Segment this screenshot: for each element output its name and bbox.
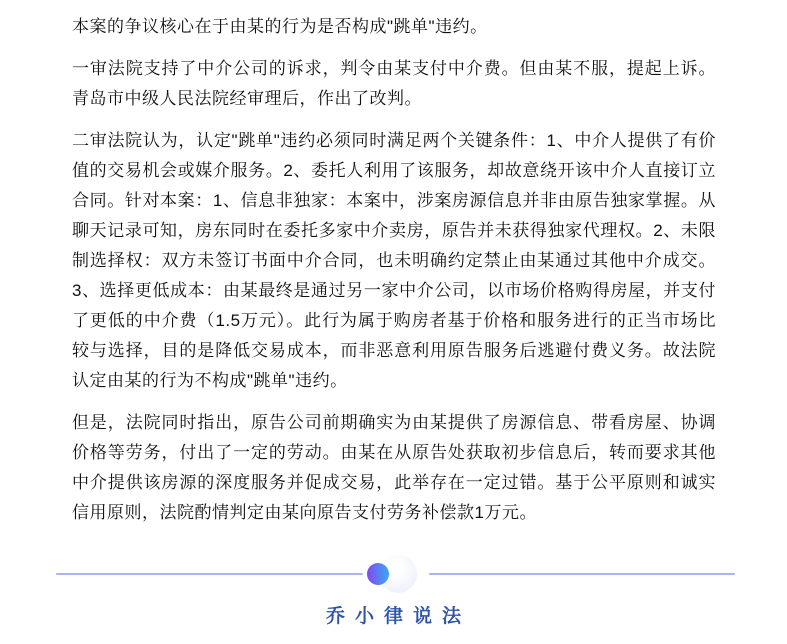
divider-line-left (56, 573, 363, 575)
section-divider (0, 552, 787, 596)
divider-gradient-dot (367, 563, 389, 585)
divider-dot-cluster (363, 552, 429, 596)
section-title: 乔小律说法 (325, 606, 471, 627)
paragraph: 二审法院认为，认定"跳单"违约必须同时满足两个关键条件：1、中介人提供了有价值的交易机会或媒介服务。2、委托人利用了该服务，却故意绕开该中介人直接订立合同。针对本案：1、信息非独家：本案中，涉案房源信息并非由原告独家掌握。从聊天记录可知，房东同时在委托多家中介卖房，原告并未获得独家代理权。2、未限制选择权：双方未签订书面中介合同，也未明确约定禁止由某通过其他中介成交。3、选择更低成本：由某最终是通过另一家中介公司，以市场价格购得房屋，并支付了更低的中介费（1.5万元）。此行为属于购房者基于价格和服务进行的正当市场比较与选择，目的是降低交易成本，而非恶意利用原告服务后逃避付费义务。故法院认定由某的行为不构成"跳单"违约。 (72, 131, 716, 390)
paragraph: 但是，法院同时指出，原告公司前期确实为由某提供了房源信息、带看房屋、协调价格等劳务，付出了一定的劳动。由某在从原告处获取初步信息后，转而要求其他中介提供该房源的深度服务并促成交易，此举存在一定过错。基于公平原则和诚实信用原则，法院酌情判定由某向原告支付劳务补偿款1万元。 (72, 413, 716, 522)
paragraph: 一审法院支持了中介公司的诉求，判令由某支付中介费。但由某不服，提起上诉。青岛市中级人民法院经审理后，作出了改判。 (72, 59, 716, 108)
paragraph: 本案的争议核心在于由某的行为是否构成"跳单"违约。 (72, 17, 488, 36)
divider-line-right (429, 573, 736, 575)
